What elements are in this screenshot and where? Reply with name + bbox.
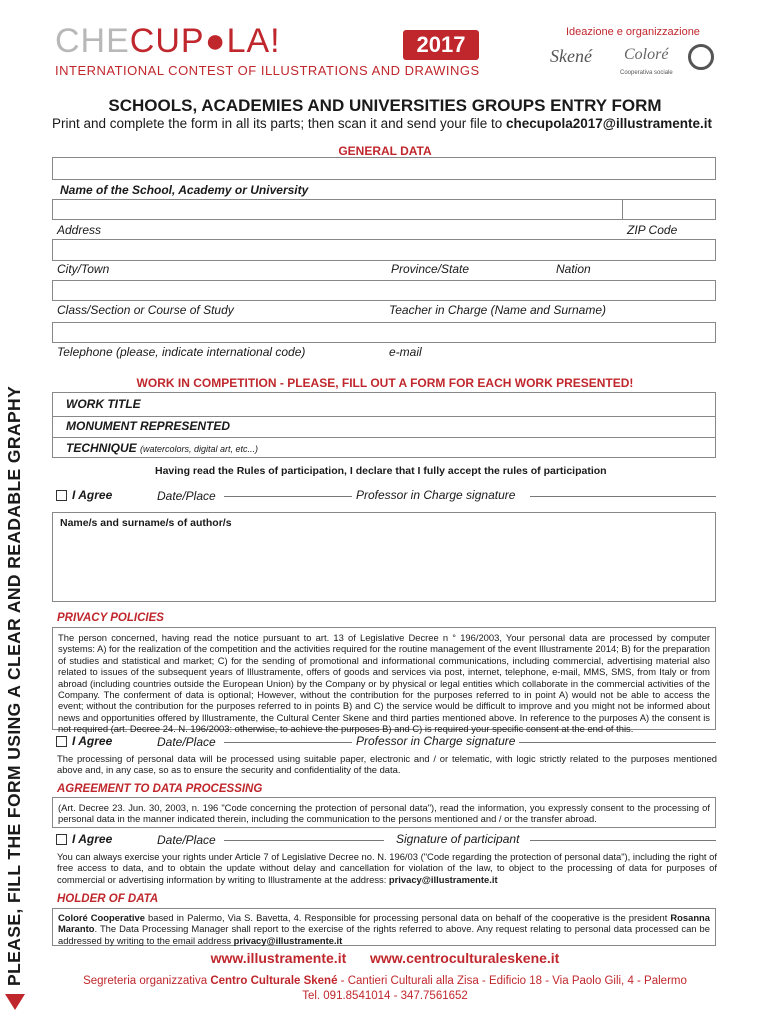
school-name-label: Name of the School, Academy or University [60,183,309,197]
participant-signature-label: Signature of participant [396,832,520,846]
page-title: SCHOOLS, ACADEMIES AND UNIVERSITIES GROUPS ENTRY FORM [108,96,662,115]
colore-logo-subtitle: Cooperativa sociale [620,70,673,76]
address-label: Address [57,223,102,237]
teacher-label: Teacher in Charge (Name and Surname) [389,303,607,317]
date-place-line-processing[interactable] [224,840,384,841]
nation-label: Nation [556,262,591,276]
illustramente-link[interactable]: www.illustramente.it [210,950,347,966]
holder-text: Coloré Cooperative based in Palermo, Via S. Bavetta, 4. Responsible for processing personal data on behalf of the cooperative is the president Rosanna Maranto. The Data Processing Manager shall report to the exercise of the rights referred to above. Any request relating to personal data processed can be addressed by writing to the email address privacy@illustramente.it [58,912,710,946]
agree-label-rules: I Agree [72,488,113,502]
city-province-field[interactable] [52,239,716,261]
contact-email[interactable]: checupola2017@illustramente.it [505,116,712,131]
date-place-label-processing: Date/Place [157,833,216,847]
school-name-field[interactable] [52,157,716,180]
email-label: e-mail [389,345,422,359]
agreement-text: (Art. Decree 23. Jun. 30, 2003, n. 196 "Code concerning the protection of personal data"), read the information, you expressly consent to the processing of personal data in the manner indicated therein, including the communication to the persons mentioned and / or the transfer abroad. [58,802,710,825]
professor-signature-label-rules: Professor in Charge signature [356,488,516,502]
instructions: Print and complete the form in all its parts; then scan it and send your file to checupola2017@illustramente.it [52,116,712,131]
class-teacher-field[interactable] [52,280,716,301]
privacy-heading: PRIVACY POLICIES [57,612,164,624]
address-field[interactable] [52,199,716,220]
organizer-logos [548,42,718,82]
organization-label: Ideazione e organizzazione [566,26,700,38]
skene-logo: Skené [550,46,592,66]
general-data-heading: GENERAL DATA [338,144,432,158]
agree-label-privacy: I Agree [72,734,113,748]
footer-links [0,950,770,966]
date-place-label-rules: Date/Place [157,489,216,503]
telephone-email-field[interactable] [52,322,716,343]
secretariat-info: Segreteria organizzativa Centro Culturale Skené - Cantieri Culturali alla Zisa - Edificio 18 - Via Paolo Gili, 4 - Palermo [83,975,687,987]
holder-heading: HOLDER OF DATA [57,893,159,905]
privacy-email-link[interactable]: privacy@illustramente.it [388,873,498,885]
agree-checkbox-rules[interactable] [56,490,67,501]
work-title-label: WORK TITLE [66,397,141,411]
agree-checkbox-processing[interactable] [56,834,67,845]
contest-logo: CHECUP●LA! [55,22,281,60]
dome-icon: ● [204,22,227,60]
professor-signature-label-privacy: Professor in Charge signature [356,734,516,748]
authors-label: Name/s and surname/s of author/s [60,517,232,529]
technique-label: TECHNIQUE (watercolors, digital art, etc...) [66,441,259,455]
zip-label: ZIP Code [627,223,678,237]
contest-subtitle: INTERNATIONAL CONTEST OF ILLUSTRATIONS AND DRAWINGS [55,63,480,78]
work-heading: WORK IN COMPETITION - PLEASE, FILL OUT A FORM FOR EACH WORK PRESENTED! [136,376,634,390]
secretariat-phone: Tel. 091.8541014 - 347.7561652 [302,990,468,1002]
year-badge: 2017 [403,30,479,60]
class-label: Class/Section or Course of Study [57,303,234,317]
declaration-text: Having read the Rules of participation, I declare that I fully accept the rules of participation [155,465,607,477]
privacy-text: The person concerned, having read the notice pursuant to art. 13 of Legislative Decree n ° 196/2003, Your personal data are processed by computer systems: A) for the realization of the competition and the activities required for the routine management of the event Illustramente 2014; B) for the preparation of studies and statistical and market; C) for the sending of promotional and informational communications, including commercial, advertising material also related to issues of the subsequent years of Illustramente, offers of goods and services via post, internet, telephone, e-mail, MMS, SMS, from Italy or from abroad (including countries outside the European Union) by the Company or by physical or legal entities which collaborate in the commercial activities of the Company. The conferment of data is optional; However, without the contribution for the purposes referred to in point A) would not be able to access the event; without the contribution for the purposes referred to in points B) and C) the service would be difficult to improve and you might not be informed about news and opportunities offered by Illustramente, the Cultural Center Skene and third parties mentioned above. In reference to the purposes A) the consent is not required (art. Decree 24. N. 196/2003: otherwise, to achieve the purposes B) and C) is required your specific consent at the end of this. [58,632,710,735]
rights-text: You can always exercise your rights under Article 7 of Legislative Decree no. N. 196/03 ("Code regarding the protection of personal data"), including the right of free access to data, and to obtain the update without delay and cancellation for violation of the law, to object to the processing of data for purposes of commercial or advertising information by writing to Illustramente at the address: privacy@illustramente.it [57,851,717,885]
colore-logo: Coloré [624,46,669,63]
professor-signature-line-privacy[interactable] [519,742,716,743]
province-label: Province/State [391,262,470,276]
work-title-field[interactable] [52,392,716,417]
city-label: City/Town [57,262,110,276]
telephone-label: Telephone (please, indicate international code) [57,345,306,359]
date-place-line-privacy[interactable] [224,742,352,743]
vertical-instruction: PLEASE, FILL THE FORM USING A CLEAR AND READABLE GRAPHY [4,180,25,1010]
circle-logo-icon [688,44,714,70]
date-place-label-privacy: Date/Place [157,735,216,749]
date-place-line-rules[interactable] [224,496,352,497]
skene-link[interactable]: www.centroculturaleskene.it [370,950,560,966]
agree-checkbox-privacy[interactable] [56,736,67,747]
monument-label: MONUMENT REPRESENTED [66,419,231,433]
agree-label-processing: I Agree [72,832,113,846]
processing-text: The processing of personal data will be processed using suitable paper, electronic and / or telematic, with logic strictly related to the purposes mentioned above and, in any case, so as to ensure the security and confidentiality of the data. [57,753,717,776]
participant-signature-line[interactable] [530,840,716,841]
address-divider [622,199,623,220]
professor-signature-line-rules[interactable] [530,496,716,497]
holder-email-link[interactable]: privacy@illustramente.it [233,934,343,946]
agreement-heading: AGREEMENT TO DATA PROCESSING [57,783,263,795]
